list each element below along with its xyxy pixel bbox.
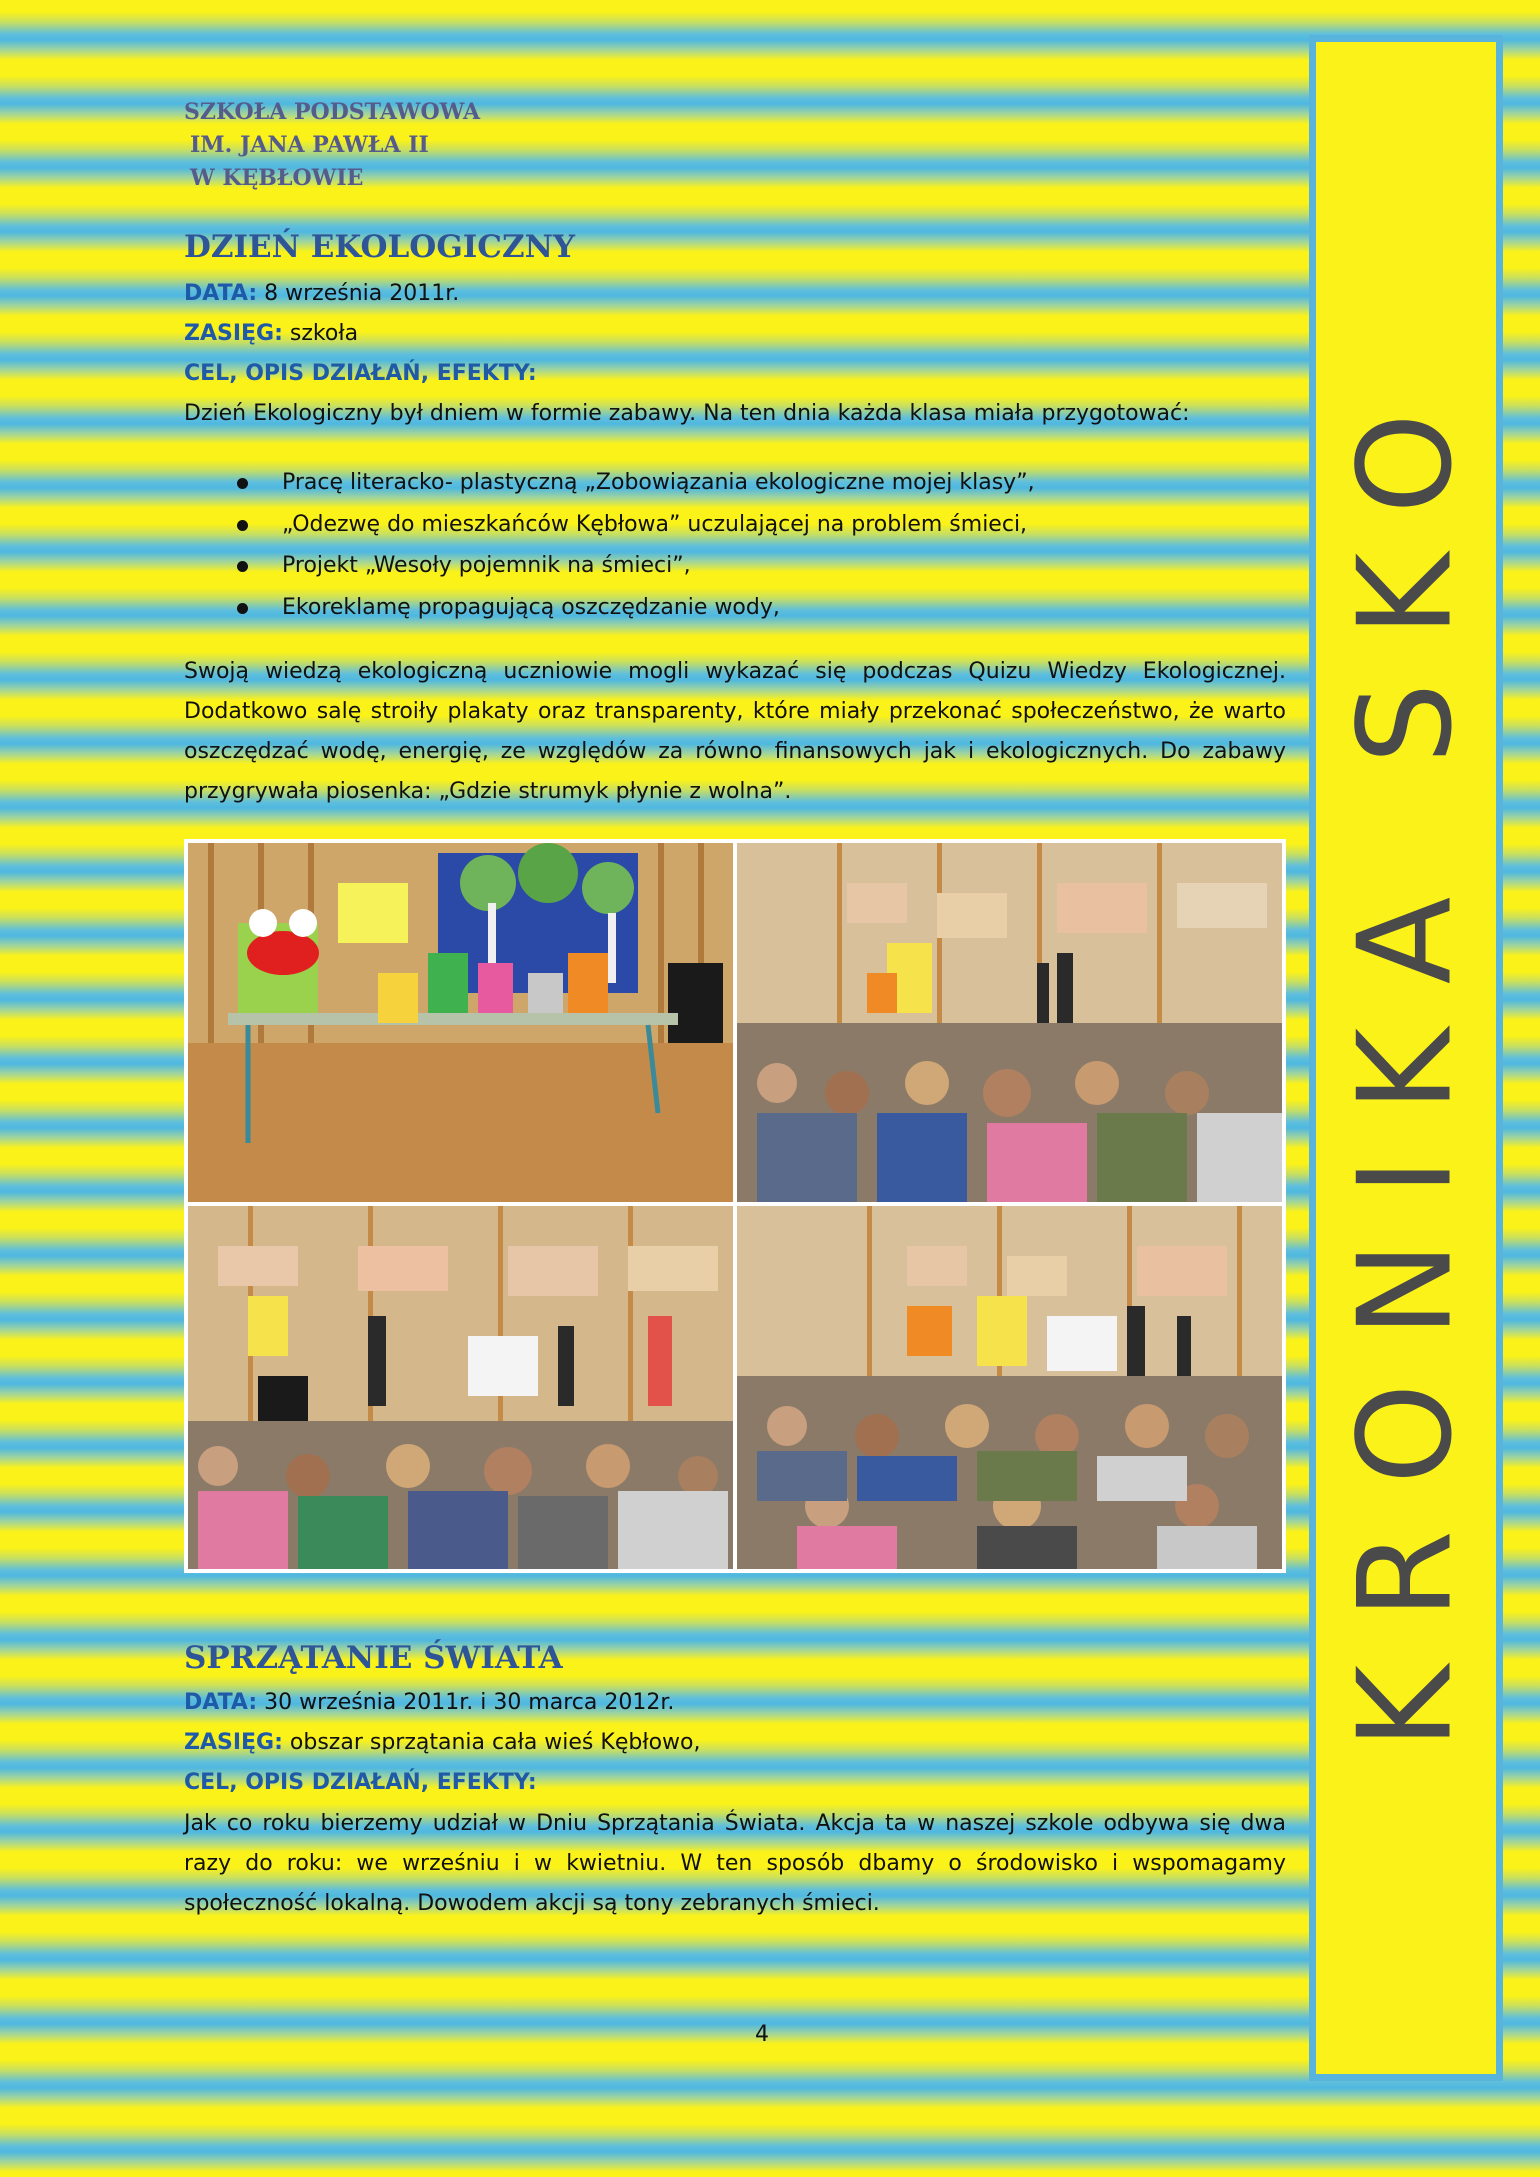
section-1-scope bbox=[184, 321, 358, 346]
photo-students-gym-2-image bbox=[188, 1206, 733, 1569]
scope-label: ZASIĘG: bbox=[184, 1730, 283, 1755]
date-label: DATA: bbox=[184, 281, 258, 306]
list-item: Projekt „Wesoły pojemnik na śmieci”, bbox=[184, 545, 1035, 587]
page-number: 4 bbox=[755, 2022, 769, 2047]
school-line-2: IM. JANA PAWŁA II bbox=[190, 132, 429, 158]
date-label: DATA: bbox=[184, 1690, 258, 1715]
photo-students-gym-3 bbox=[737, 1206, 1282, 1569]
section-2-title: SPRZĄTANIE ŚWIATA bbox=[184, 1640, 563, 1676]
scope-value: szkoła bbox=[282, 321, 359, 346]
bullet-icon bbox=[237, 561, 248, 572]
scope-label: ZASIĘG: bbox=[184, 321, 283, 346]
list-item: Pracę literacko- plastyczną „Zobowiązania ekologiczne mojej klasy”, bbox=[184, 462, 1035, 504]
banner-title: KRONIKA SKO bbox=[1331, 367, 1481, 1749]
photo-students-gym-3-image bbox=[737, 1206, 1282, 1569]
photo-eco-containers bbox=[188, 843, 733, 1202]
school-line-1: SZKOŁA PODSTAWOWA bbox=[184, 99, 481, 125]
section-1-bullet-list bbox=[184, 462, 1035, 628]
section-2-goal-label: CEL, OPIS DZIAŁAŃ, EFEKTY: bbox=[184, 1770, 537, 1795]
photo-eco-containers-image bbox=[188, 843, 733, 1202]
bullet-icon bbox=[237, 478, 248, 489]
photo-students-gym-2 bbox=[188, 1206, 733, 1569]
photo-students-gym-1 bbox=[737, 843, 1282, 1202]
photo-students-gym-1-image bbox=[737, 843, 1282, 1202]
section-2-date bbox=[184, 1690, 674, 1715]
photo-collage bbox=[184, 839, 1286, 1573]
list-item: Ekoreklamę propagującą oszczędzanie wody, bbox=[184, 587, 1035, 629]
section-1-title: DZIEŃ EKOLOGICZNY bbox=[184, 229, 576, 265]
date-value: 8 września 2011r. bbox=[257, 281, 460, 306]
section-2-paragraph: Jak co roku bierzemy udział w Dniu Sprzątania Świata. Akcja ta w naszej szkole odbywa się dwa razy do roku: we wrześniu i w kwietniu. W ten sposób dbamy o środowisko i wspomagamy społeczność lokalną. Dowodem akcji są tony zebranych śmieci. bbox=[184, 1811, 1286, 1916]
school-line-3: W KĘBŁOWIE bbox=[190, 165, 364, 191]
bullet-icon bbox=[237, 520, 248, 531]
section-1-date bbox=[184, 281, 459, 306]
list-item: „Odezwę do mieszkańców Kębłowa” uczulającej na problem śmieci, bbox=[184, 504, 1035, 546]
section-1-intro: Dzień Ekologiczny był dniem w formie zabawy. Na ten dnia każda klasa miała przygotować: bbox=[184, 401, 1190, 426]
bullet-icon bbox=[237, 603, 248, 614]
side-banner bbox=[1309, 35, 1503, 2081]
section-2-scope bbox=[184, 1730, 700, 1755]
scope-value: obszar sprzątania cała wieś Kębłowo, bbox=[282, 1730, 701, 1755]
section-1-paragraph: Swoją wiedzą ekologiczną uczniowie mogli wykazać się podczas Quizu Wiedzy Ekologicznej. Dodatkowo salę stroiły plakaty oraz transparenty, które miały przekonać społeczeństwo, że warto oszczędzać wodę, energię, ze względów za równo finansowych jak i ekologicznych. Do zabawy przygrywała piosenka: „Gdzie strumyk płynie z wolna”. bbox=[184, 659, 1286, 804]
date-value: 30 września 2011r. i 30 marca 2012r. bbox=[257, 1690, 675, 1715]
school-name bbox=[184, 96, 480, 195]
section-1-goal-label: CEL, OPIS DZIAŁAŃ, EFEKTY: bbox=[184, 361, 537, 386]
